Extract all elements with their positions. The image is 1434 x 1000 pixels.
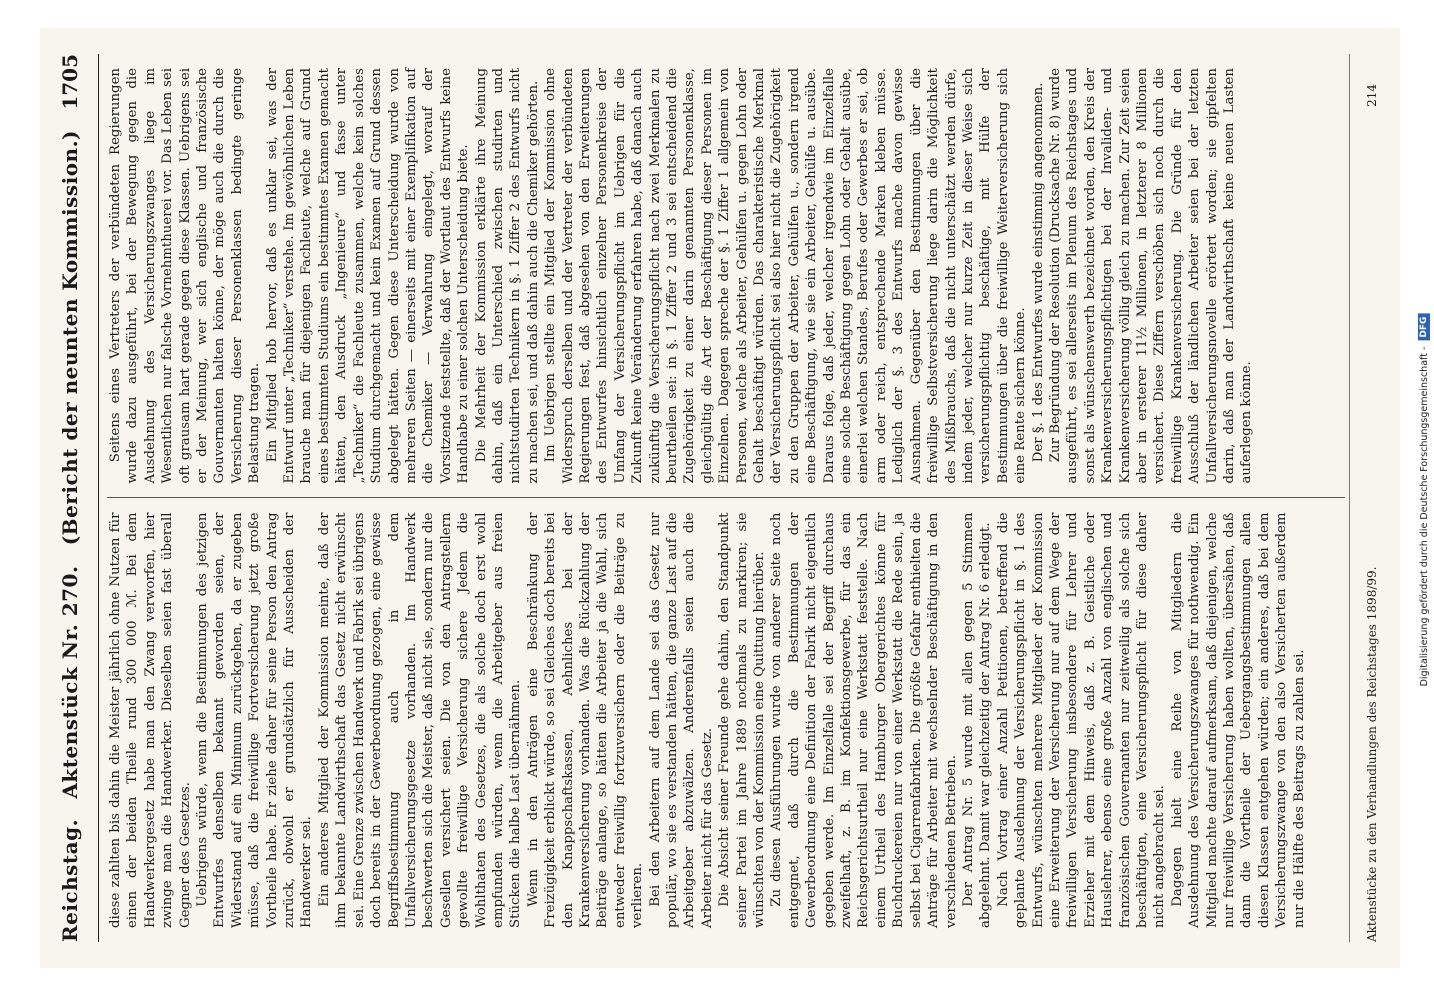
- paragraph: Wenn in den Anträgen eine Beschränkung der Freizügigkeit erblickt würde, so sei Gleiches doch bereits bei den Knappschaftskassen, Aehnliches bei der Krankenversicherung vorhanden. Was die Rückzahlung der Beiträge anlange, so hätten die Arbeiter ja die Wahl, sich entweder freiwillig fortzuversichern oder die Beiträge zu verlieren.: [525, 512, 646, 928]
- paragraph: Die Mehrheit der Kommission erklärte ihre Meinung dahin, daß ein Unterschied zwischen studirten und nichtstudirten Technikern in §. 1 Ziffer 2 des Entwurfs nicht zu machen sei, und daß dahin auch die Chemiker gehörten.: [473, 68, 541, 484]
- paragraph: diese zahlten bis dahin die Meister jährlich ohne Nutzen für einen der beiden Theile rund 300 000 ℳ. Bei dem Handwerkergesetz habe man den Zwang verworfen, hier zwinge man die Handwerker. Dieselben seien fast überall Gegner des Gesetzes.: [108, 512, 193, 928]
- paragraph: Im Uebrigen stellte ein Mitglied der Kommission ohne Widerspruch derselben und der Vertreter der verbündeten Regierungen fest, daß abgesehen von den Erweiterungen des Entwurfes hinsichtlich einzelner Personenkreise der Umfang der Versicherungspflicht im Uebrigen für die Zukunft keine Veränderung erfahren habe, daß danach auch zukünftig die Versicherungspflicht nach zwei Merkmalen zu beurtheilen sei: in §. 1 Ziffer 2 und 3 sei entscheidend die Zugehörigkeit zu einer darin genannten Personenklasse, gleichgültig die Art der Beschäftigung dieser Personen im Einzelnen. Dagegen spreche der §. 1 Ziffer 1 allgemein von Personen, welche als Arbeiter, Gehülfen u. gegen Lohn oder Gehalt beschäftigt würden. Das charakteristische Merkmal der Versicherungspflicht sei also hier nicht die Zugehörigkeit zu den Gruppen der Arbeiter, Gehülfen u., sondern irgend eine Beschäftigung, wie sie ein Arbeiter, Gehülfe u. ausübe. Daraus folge, daß jeder, welcher irgendwie im Einzelfalle eine solche Beschäftigung gegen Lohn oder Gehalt ausübe, einerlei welchen Standes, Berufes oder Gewerbes er sei, ob arm oder reich, entsprechende Marken kleben müsse. Lediglich der §. 3 des Entwurfs mache davon gewisse Ausnahmen. Gegenüber den Bestimmungen über die freiwillige Selbstversicherung liege darin die Möglichkeit des Mißbrauchs, daß die nicht unterschätzt werden dürfe, indem jeder, welcher nur kurze Zeit in dieser Weise sich versicherungspflichtig beschäftige, mit Hülfe der Bestimmungen über die freiwillige Weiterversicherung sich eine Rente sichern könne.: [543, 68, 1029, 484]
- header-reichstag: Reichstag.: [58, 818, 82, 942]
- two-column-body: [107, 54, 1345, 942]
- paragraph: Ein Mitglied hob hervor, daß es unklar sei, was der Entwurf unter „Techniker“ verstehe. Im gewöhnlichen Leben brauche man für diejenigen Fachleute, welche auf Grund eines bestimmten Studiums ein bestimmtes Examen gemacht hätten, den Ausdruck „Ingenieure“ und fasse unter „Techniker“ die Fachleute zusammen, welche kein solches Studium durchgemacht und kein Examen auf Grund dessen abgelegt hätten. Gegen diese Unterscheidung wurde von mehreren Seiten — einerseits mit einer Exemplifikation auf die Chemiker — Verwahrung eingelegt, worauf der Vorsitzende feststellte, daß der Wortlaut des Entwurfs keine Handhabe zu einer solchen Unterscheidung biete.: [264, 68, 472, 484]
- paragraph: Nach Vortrag einer Anzahl Petitionen, betreffend die geplante Ausdehnung der Versicherungspflicht in §. 1 des Entwurfs, wünschten mehrere Mitglieder der Kommission eine Erweiterung der Versicherung nur auf dem Wege der freiwilligen Versicherung insbesondere für Lehrer und Erzieher mit dem Hinweis, daß z. B. Geistliche oder Hauslehrer, ebenso eine große Anzahl von englischen und französischen Gouvernanten nur zeitweilig als solche sich beschäftigten, eine Versicherungspflicht für diese daher nicht angebracht sei.: [995, 512, 1168, 928]
- left-column: [107, 499, 1345, 943]
- paragraph: Seitens eines Vertreters der verbündeten Regierungen wurde dazu ausgeführt, bei der Bewegung gegen die Ausdehnung des Versicherungszwanges liege im Wesentlichen nur falsche Vornehmthuerei vor. Das Leben sei oft grausam hart gerade gegen diese Klassen. Uebrigens sei er der Meinung, wer sich englische und französische Gouvernanten halten könne, der möge auch die durch die Versicherung dieser Personenklassen bedingte geringe Belastung tragen.: [108, 68, 263, 484]
- header-page-number: 1705: [58, 54, 82, 110]
- scanned-page: [40, 28, 1400, 968]
- dfg-logo: DFG: [1418, 314, 1430, 341]
- footer-source: Aktenstücke zu den Verhandlungen des Reichstages 1898/99.: [1365, 566, 1379, 942]
- footer-page-number: 214: [1365, 84, 1379, 107]
- paragraph: Bei den Arbeitern auf dem Lande sei das Gesetz nur populär, wo sie es verstanden hätten, die ganze Last auf die Arbeitgeber abzuwälzen. Anderenfalls seien auch die Arbeiter nicht für das Gesetz.: [647, 512, 715, 928]
- paragraph: Die Absicht seiner Freunde gehe dahin, den Standpunkt seiner Partei im Jahre 1889 nochmals zu markiren; sie wünschten von der Kommission eine Quittung hierüber.: [717, 512, 768, 928]
- column-divider: [107, 498, 1345, 499]
- header-title: (Bericht der neunten Kommission.): [58, 129, 82, 546]
- page-header: [58, 54, 99, 942]
- paragraph: Der §. 1 des Entwurfes wurde einstimmig angenommen.: [1030, 82, 1046, 463]
- right-column: [107, 54, 1345, 498]
- paragraph: Zu diesen Ausführungen wurde von anderer Seite noch entgegnet, daß durch die Bestimmungen der Gewerbeordnung eine Definition der Fabrik nicht eigentlich gegeben werde. Im Einzelfalle sei der Begriff durchaus zweifelhaft, z. B. im Konfektionsgewerbe, für das ein Reichsgerichtsurtheil nur eine Werkstatt feststelle. Nach einem Urtheil des Hamburger Obergerichtes könne für Buchdruckereien nur von einer Werkstatt die Rede sein, ja selbst bei Cigarrenfabriken. Die größte Gefahr enthielten die Anträge für Arbeiter mit wechselnder Beschäftigung in den verschiedenen Betrieben.: [769, 512, 959, 928]
- credit-text: Digitalisierung gefördert durch die Deutsche Forschungsgemeinschaft -: [1418, 346, 1430, 687]
- digitization-credit: [1418, 314, 1430, 687]
- document-page: [40, 28, 1400, 968]
- paragraph: Uebrigens würde, wenn die Bestimmungen des jetzigen Entwurfes denselben bekannt geworden seien, der Widerstand auf ein Minimum zurückgehen, da er zugeben müsse, daß die freiwillige Fortversicherung jetzt große Vortheile habe. Er ziehe daher für seine Person den Antrag zurück, obwohl er grundsätzlich für Ausscheiden der Handwerker sei.: [195, 512, 315, 928]
- paragraph: Ein anderes Mitglied der Kommission meinte, daß der ihm bekannte Landwirthschaft das Gesetz nicht erwünscht sei. Eine Grenze zwischen Handwerk und Fabrik sei übrigens doch bereits in der Gewerbeordnung gezogen, eine gewisse Begriffsbestimmung auch in dem Unfallversicherungsgesetze vorhanden. Im Handwerk beschwerten sich die Meister, daß nicht sie, sondern nur die Gesellen versichert seien. Die von den Antragstellern gewollte freiwillige Versicherung sichere Jedem die Wohlthaten des Gesetzes, die als solche doch erst wohl empfunden würden, wenn die Arbeitgeber aus freien Stücken die halbe Last übernähmen.: [316, 512, 524, 928]
- page-footer: [1349, 54, 1394, 942]
- paragraph: Zur Begründung der Resolution (Drucksache Nr. 8) wurde ausgeführt, es sei allerseits im Plenum des Reichstages und sonst als wünschenswerth bezeichnet worden, den Kreis der Krankenversicherungspflichtigen bei der Invaliden- und Krankenversicherung völlig gleich zu machen. Zur Zeit seien aber in ersterer 11½ Millionen, in letzterer 8 Millionen versichert. Diese Ziffern verschöben sich noch durch die freiwillige Krankenversicherung. Die Gründe für den Ausschluß der ländlichen Arbeiter seien bei der letzten Unfallversicherungsnovelle erörtert worden; sie gipfelten darin, daß man der Landwirthschaft keine neuen Lasten auferlegen könne.: [1047, 68, 1255, 484]
- header-aktenstueck: Aktenstück Nr. 270.: [58, 565, 82, 799]
- paragraph: Der Antrag Nr. 5 wurde mit allen gegen 5 Stimmen abgelehnt. Damit war gleichzeitig der Antrag Nr. 6 erledigt.: [960, 512, 994, 928]
- paragraph: Dagegen hielt eine Reihe von Mitgliedern die Ausdehnung des Versicherungszwanges für nothwendig. Ein Mitglied machte darauf aufmerksam, daß diejenigen, welche nur freiwillige Versicherung haben wollten, übersähen, daß dann die Vortheile der Uebergangsbestimmungen allen diesen Klassen entgehen würden; ein anderes, daß bei dem Versicherungszwange von den also Versicherten außerdem nur die Hälfte des Beitrags zu zahlen sei.: [1169, 512, 1307, 928]
